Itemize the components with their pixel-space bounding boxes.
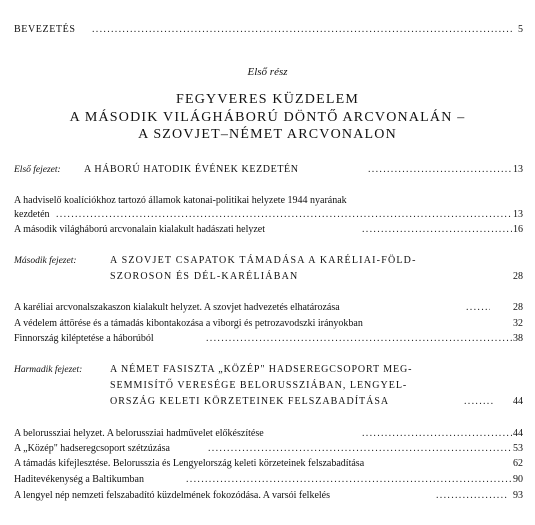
leader-dots bbox=[362, 224, 512, 236]
toc-entry-text: Finnország kiléptetése a háborúból bbox=[14, 333, 154, 344]
page-number: 28 bbox=[513, 271, 523, 282]
chapter-title: A HÁBORÚ HATODIK ÉVÉNEK KEZDETÉN bbox=[84, 164, 299, 175]
page-number: 38 bbox=[513, 333, 523, 344]
chapter-prefix: Második fejezet: bbox=[14, 256, 77, 266]
page-number: 28 bbox=[513, 302, 523, 313]
toc-entry-text: A lengyel nép nemzeti felszabadító küzdelmének fokozódása. A varsói felkelés bbox=[14, 490, 331, 501]
leader-dots bbox=[464, 396, 494, 408]
leader-dots bbox=[362, 428, 512, 440]
toc-entry-text: A karéliai arcvonalszakaszon kialakult helyzet. A szovjet hadvezetés elhatározása bbox=[14, 302, 340, 313]
page-number: 32 bbox=[513, 318, 523, 329]
page-number: 44 bbox=[513, 428, 523, 439]
leader-dots bbox=[466, 302, 490, 314]
leader-dots bbox=[368, 164, 512, 176]
page-number: 44 bbox=[513, 396, 523, 407]
leader-dots bbox=[92, 24, 512, 36]
toc-entry-text: A második világháború arcvonalain kialakult hadászati helyzet bbox=[14, 224, 266, 235]
toc-entry-text: A hadviselő koalíciókhoz tartozó államok katonai-politikai helyzete 1944 nyarának bbox=[14, 195, 347, 206]
toc-entry-text: A védelem áttörése és a támadás kibontakozása a viborgi és petrozavodszki irányokban bbox=[14, 318, 363, 329]
page-number: 93 bbox=[513, 490, 523, 501]
toc-entry-label: BEVEZETÉS bbox=[14, 24, 76, 35]
toc-entry-text: A belorussziai helyzet. A belorussziai hadművelet előkészítése bbox=[14, 428, 264, 439]
chapter-title: SZOROSON ÉS DÉL-KARÉLIÁBAN bbox=[110, 271, 299, 282]
chapter-title: SEMMISÍTŐ VERESÉGE BELORUSSZIÁBAN, LENGYEL- bbox=[110, 380, 408, 391]
chapter-title: A NÉMET FASISZTA „KÖZÉP" HADSEREGCSOPORT MEG- bbox=[110, 364, 413, 375]
leader-dots bbox=[206, 333, 512, 345]
chapter-prefix: Első fejezet: bbox=[14, 165, 61, 175]
page-number: 90 bbox=[513, 474, 523, 485]
leader-dots bbox=[56, 209, 512, 221]
part-title-line-1: FEGYVERES KÜZDELEM bbox=[176, 92, 359, 107]
page-number: 53 bbox=[513, 443, 523, 454]
chapter-prefix: Harmadik fejezet: bbox=[14, 365, 83, 375]
page-number: 62 bbox=[513, 458, 523, 469]
toc-entry-text: A támadás kifejlesztése. Belorusszia és Lengyelország keleti körzeteinek felszabadítása bbox=[14, 458, 365, 469]
toc-entry-text: kezdetén bbox=[14, 209, 50, 220]
page-number: 16 bbox=[513, 224, 523, 235]
toc-entry-text: Haditevékenység a Baltikumban bbox=[14, 474, 144, 485]
page-number: 13 bbox=[513, 209, 523, 220]
page-number: 5 bbox=[518, 24, 523, 35]
leader-dots bbox=[208, 443, 512, 455]
part-label: Első rész bbox=[247, 66, 288, 78]
page-number: 13 bbox=[513, 164, 523, 175]
part-title-line-2: A MÁSODIK VILÁGHÁBORÚ DÖNTŐ ARCVONALÁN – bbox=[69, 110, 466, 125]
chapter-title: ORSZÁG KELETI KÖRZETEINEK FELSZABADÍTÁSA bbox=[110, 396, 390, 407]
leader-dots bbox=[186, 474, 512, 486]
chapter-title: A SZOVJET CSAPATOK TÁMADÁSA A KARÉLIAI-FÖLD- bbox=[110, 255, 417, 266]
toc-entry-text: A „Közép" hadseregcsoport szétzúzása bbox=[14, 443, 170, 454]
leader-dots bbox=[436, 490, 508, 502]
part-title-line-3: A SZOVJET–NÉMET ARCVONALON bbox=[138, 127, 397, 142]
